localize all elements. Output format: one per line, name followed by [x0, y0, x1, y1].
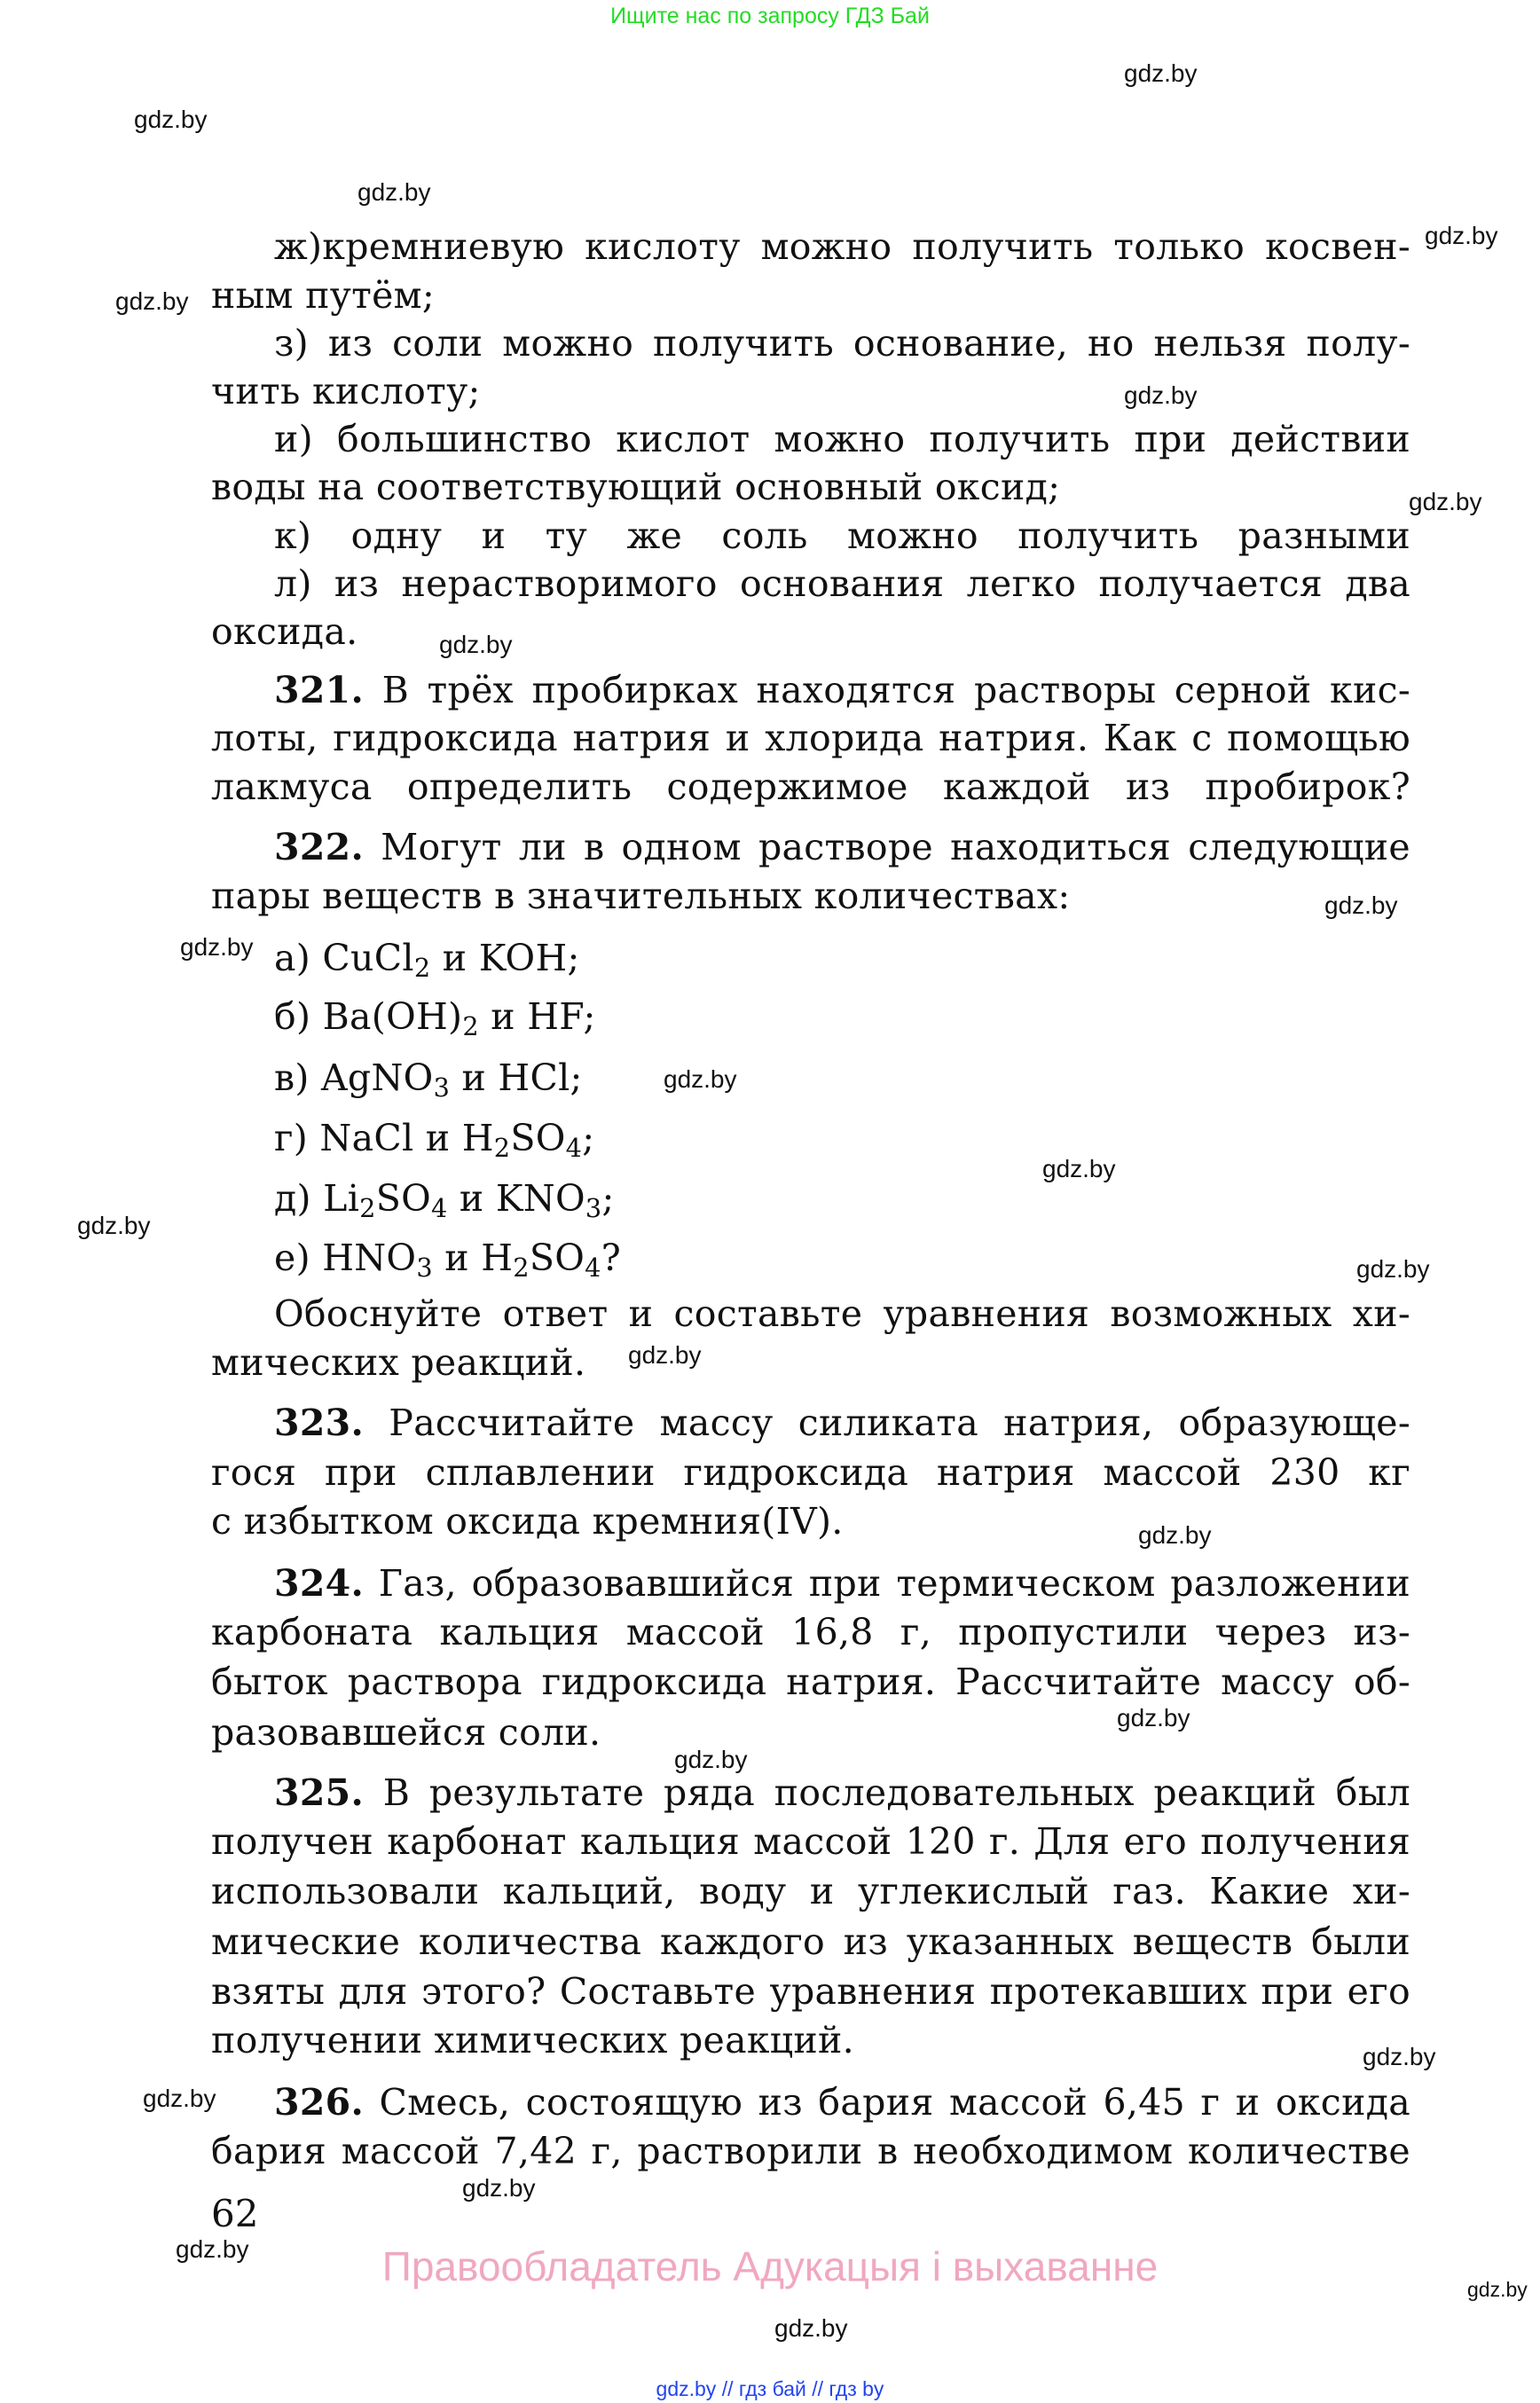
text-line: з) из соли можно получить основание, но нельзя полу-: [274, 322, 1410, 365]
subscript: 2: [493, 1133, 511, 1164]
watermark: gdz.by: [462, 2174, 536, 2202]
text-line: быток раствора гидроксида натрия. Рассчитайте массу об-: [211, 1661, 1410, 1703]
formula-text: и KOH;: [430, 937, 580, 979]
exercise-322-line: [274, 823, 1410, 872]
text-line: бария массой 7,42 г, растворили в необходимом количестве: [211, 2130, 1410, 2172]
subscript: 3: [433, 1072, 451, 1103]
formula-item: [274, 1114, 1410, 1163]
page-number: 62: [211, 2192, 259, 2235]
watermark: gdz.by: [1425, 222, 1498, 249]
formula-item: [274, 1174, 1410, 1223]
watermark: gdz.by: [134, 106, 208, 133]
formula-text: ?: [601, 1237, 621, 1279]
text: В трёх пробирках находятся растворы серной кис-: [364, 669, 1410, 711]
exercise-number: 326.: [274, 2081, 365, 2124]
watermark: gdz.by: [1138, 1521, 1212, 1549]
watermark: gdz.by: [628, 1341, 702, 1369]
formula-item: [274, 1234, 1410, 1283]
formula-text: б) Ba(OH): [274, 995, 463, 1038]
text-line: карбоната кальция массой 16,8 г, пропустили через из-: [211, 1611, 1410, 1653]
subscript: 4: [585, 1253, 601, 1284]
text-line: взяты для этого? Составьте уравнения протекавших при его: [211, 1970, 1410, 2013]
text-line: оксида.: [211, 610, 358, 653]
watermark: gdz.by: [358, 178, 431, 206]
watermark: gdz.by: [1117, 1704, 1190, 1732]
watermark: gdz.by: [77, 1212, 151, 1239]
exercise-number: 324.: [274, 1562, 365, 1605]
formula-text: SO: [510, 1117, 566, 1159]
text-line: Обоснуйте ответ и составьте уравнения возможных хи-: [274, 1292, 1410, 1335]
exercise-326-line: [274, 2078, 1410, 2127]
text-line: и) большинство кислот можно получить при действии: [274, 418, 1410, 460]
formula-text: и HCl;: [450, 1056, 583, 1099]
exercise-324-line: [274, 1559, 1410, 1608]
watermark: gdz.by: [1363, 2043, 1436, 2070]
text-line: использовали кальций, воду и углекислый газ. Какие хи-: [211, 1870, 1410, 1912]
exercise-number: 322.: [274, 826, 365, 868]
watermark: gdz.by: [1467, 2278, 1528, 2301]
text-line: лакмуса определить содержимое каждой из пробирок?: [211, 766, 1410, 808]
text-line: ж)кремниевую кислоту можно получить только косвен-: [274, 225, 1410, 268]
formula-text: и HF;: [478, 995, 596, 1038]
exercise-number: 325.: [274, 1771, 365, 1814]
watermark: gdz.by: [774, 2314, 848, 2342]
text-line: чить кислоту;: [211, 370, 481, 412]
formula-text: SO: [529, 1237, 585, 1279]
text-line: мических реакций.: [211, 1341, 586, 1384]
watermark: gdz.by: [176, 2235, 249, 2263]
text: Могут ли в одном растворе находиться следующие: [364, 826, 1410, 868]
formula-text: и H: [432, 1237, 514, 1279]
text-line: получении химических реакций.: [211, 2019, 854, 2061]
exercise-325-line: [274, 1769, 1410, 1818]
watermark: gdz.by: [1324, 891, 1398, 919]
watermark: gdz.by: [439, 631, 513, 658]
exercise-number: 323.: [274, 1402, 365, 1444]
text-line: к) одну и ту же соль можно получить разными: [274, 514, 1410, 557]
text-line: воды на соответствующий основный оксид;: [211, 466, 1061, 508]
formula-text: в) AgNO: [274, 1056, 434, 1099]
text-line: с избытком оксида кремния(IV).: [211, 1500, 844, 1543]
formula-text: е) HNO: [274, 1237, 417, 1279]
formula-text: г) NaCl и H: [274, 1117, 494, 1159]
text-line: мические количества каждого из указанных веществ были: [211, 1920, 1410, 1963]
text-line: получен карбонат кальция массой 120 г. Для его получения: [211, 1820, 1410, 1863]
subscript: 2: [413, 953, 431, 984]
text: Смесь, состоящую из бария массой 6,45 г и оксида: [364, 2081, 1410, 2124]
subscript: 2: [513, 1253, 530, 1284]
watermark: gdz.by: [1124, 381, 1198, 409]
subscript: 4: [431, 1193, 448, 1224]
subscript: 2: [462, 1011, 479, 1042]
watermark: gdz.by: [674, 1746, 748, 1773]
footer-links[interactable]: gdz.by // гдз бай // гдз by: [656, 2377, 884, 2400]
watermark: gdz.by: [1356, 1255, 1430, 1283]
exercise-321-line: [274, 666, 1410, 715]
formula-text: SO: [375, 1177, 431, 1220]
formula-item: [274, 993, 1410, 1041]
text: Рассчитайте массу силиката натрия, образующе-: [364, 1402, 1410, 1444]
watermark: gdz.by: [1124, 59, 1198, 87]
text-line: пары веществ в значительных количествах:: [211, 875, 1071, 917]
watermark: gdz.by: [1042, 1155, 1116, 1182]
watermark: gdz.by: [664, 1065, 737, 1093]
text-line: разовавшейся соли.: [211, 1711, 601, 1754]
formula-text: а) CuCl: [274, 937, 414, 979]
watermark: gdz.by: [180, 933, 254, 961]
exercise-number: 321.: [274, 669, 365, 711]
copyright-notice: Правообладатель Адукацыя і выхаванне: [381, 2243, 1159, 2289]
subscript: 3: [416, 1253, 433, 1284]
text-line: ным путём;: [211, 274, 435, 317]
subscript: 2: [359, 1193, 376, 1224]
text-line: лоты, гидроксида натрия и хлорида натрия. Как с помощью: [211, 717, 1410, 759]
text: В результате ряда последовательных реакций был: [364, 1771, 1410, 1814]
exercise-323-line: [274, 1399, 1410, 1448]
text-line: гося при сплавлении гидроксида натрия массой 230 кг: [211, 1451, 1410, 1494]
watermark: gdz.by: [115, 287, 189, 315]
formula-text: ;: [601, 1177, 615, 1220]
formula-text: и KNO: [447, 1177, 585, 1220]
formula-item: [274, 934, 1410, 983]
formula-text: ;: [582, 1117, 595, 1159]
header-banner[interactable]: Ищите нас по запросу ГДЗ Бай: [610, 4, 930, 28]
subscript: 3: [585, 1193, 602, 1224]
formula-text: д) Li: [274, 1177, 360, 1220]
formula-item: [274, 1054, 1410, 1103]
text: Газ, образовавшийся при термическом разложении: [364, 1562, 1410, 1605]
watermark: gdz.by: [143, 2085, 216, 2112]
subscript: 4: [565, 1133, 583, 1164]
watermark: gdz.by: [1409, 488, 1482, 515]
text-line: л) из нерастворимого основания легко получается два: [274, 562, 1410, 605]
